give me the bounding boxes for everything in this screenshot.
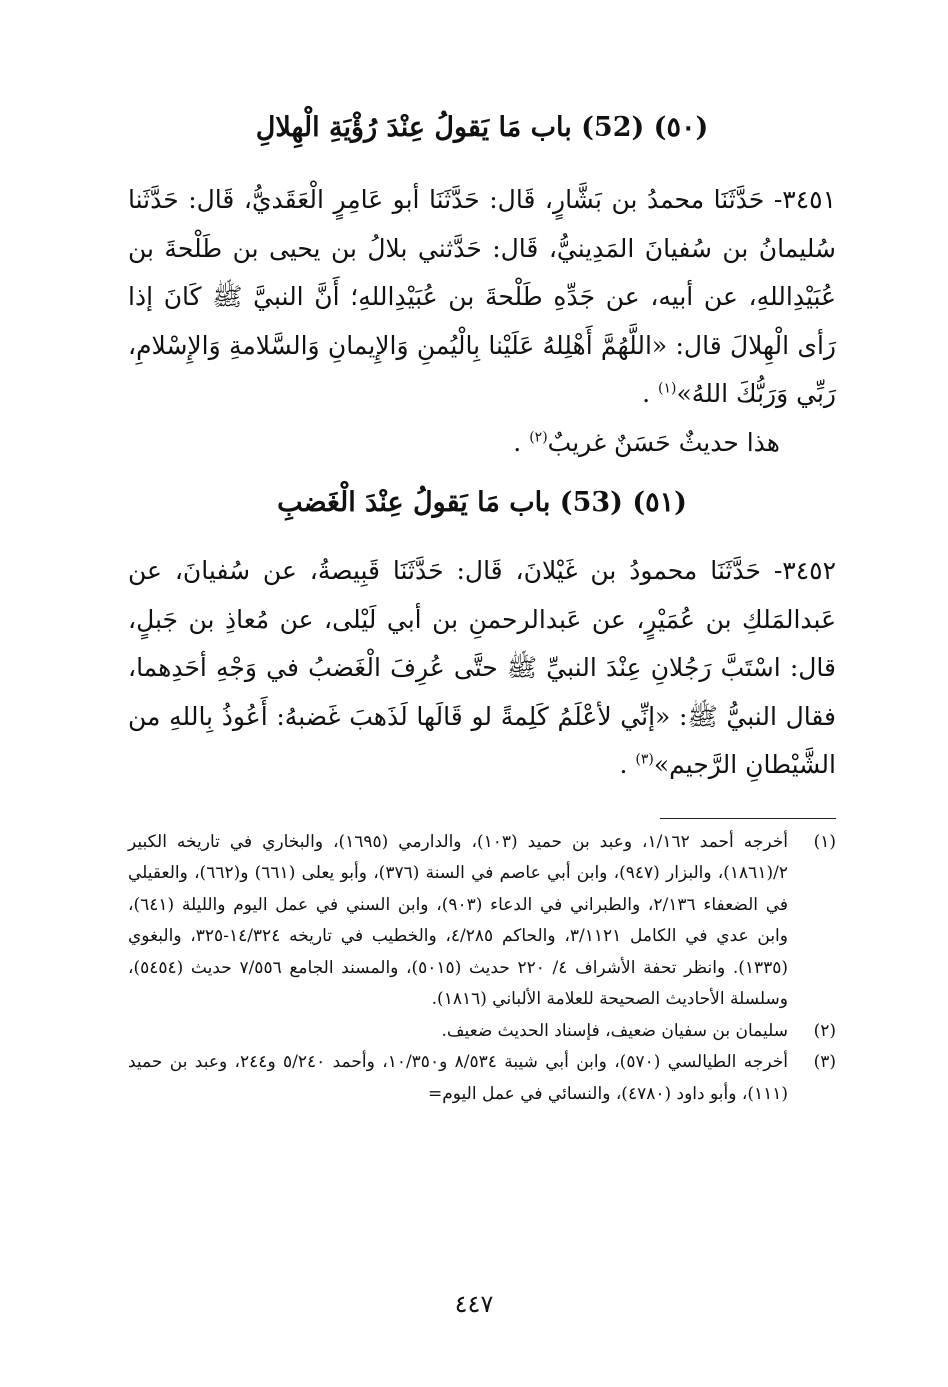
grade-text: هذا حديثٌ حَسَنٌ غريبٌ bbox=[547, 427, 780, 457]
footnote-1-number: (١) bbox=[813, 831, 836, 852]
footnote-3-number: (٣) bbox=[813, 1052, 836, 1072]
footnote-1-text: أخرجه أحمد ١/١٦٢، وعبد بن حميد (١٠٣)، والدارمي (١٦٩٥)، والبخاري في تاريخه الكبير ٢/(١٨٦١)، والبزار (٩٤٧)، وابن أبي عاصم في السنة (٣٧٦)، وأبو يعلى (٦٦١) و(٦٦٢)، والعقيلي في الضعفاء ٢/١٣٦، والطبراني في الدعاء (٩٠٣)، وابن السني في عمل اليوم والليلة (٦٤١)، وابن عدي في الكامل ٣/١١٢١، والحاكم ٤/٢٨٥، والخطيب في تاريخه ١٤/٣٢٤-٣٢٥، والبغوي (١٣٣٥). وانظر تحفة الأشراف ٤/ ٢٢٠ حديث (٥٠١٥)، والمسند الجامع ٧/٥٥٦ حديث (٥٤٥٤)، وسلسلة الأحاديث الصحيحة للعلامة الألباني (١٨١٦). bbox=[128, 831, 789, 1009]
footnote-2-text: سليمان بن سفيان ضعيف، فإسناد الحديث ضعيف. bbox=[441, 1020, 788, 1041]
footnote-separator bbox=[660, 818, 836, 819]
hadith-3452 bbox=[128, 547, 836, 790]
hadith-3452-text: ٣٤٥٢- حَدَّثَنَا محمودُ بن غَيْلانَ، قَال: حَدَّثَنَا قَبِيصةُ، عن سُفيانَ، عن عَبدالمَلكِ بن عُمَيْرٍ، عن عَبدالرحمنِ بن أبي لَيْلى، عن مُعاذِ بن جَبلٍ، قال: اسْتَبَّ رَجُلانِ عِنْدَ النبيِّ ﷺ حتَّى عُرِفَ الْغَضبُ في وَجْهِ أحَدِهما، فقال النبيُّ ﷺ: «إنِّي لأعْلَمُ كَلِمةً لو قَالَها لَذَهبَ غَضبهُ: أَعُوذُ بِاللهِ من الشَّيْطانِ الرَّجيم» bbox=[128, 556, 836, 779]
hadith-3451-end: . bbox=[642, 379, 659, 408]
footnote-ref-3: (٣) bbox=[635, 751, 654, 768]
page-number: ٤٤٧ bbox=[454, 1290, 494, 1318]
hadith-3451 bbox=[128, 176, 836, 419]
hadith-3451-text: ٣٤٥١- حَدَّثَنَا محمدُ بن بَشَّارٍ، قَال: حَدَّثَنَا أبو عَامِرٍ الْعَقَديُّ، قَال: حَدَّثَنا سُليمانُ بن سُفيانَ المَدِينيُّ، قَال: حَدَّثني بلالُ بن يحيى بن طَلْحةَ بن عُبَيْدِاللهِ، عن أبيه، عن جَدِّهِ طَلْحةَ بن عُبَيْدِاللهِ؛ أَنَّ النبيَّ ﷺ كَانَ إذا رَأى الْهِلالَ قال: «اللَّهُمَّ أَهْلِلهُ عَلَيْنا بِالْيُمنِ وَالإِيمانِ وَالسَّلامةِ وَالإِسْلامِ، رَبِّي وَرَبُّكَ اللهُ» bbox=[128, 185, 836, 408]
footnote-3 bbox=[128, 1047, 836, 1110]
footnote-ref-1: (١) bbox=[658, 380, 677, 397]
footnote-2-number: (٢) bbox=[813, 1020, 836, 1041]
footnote-2 bbox=[128, 1016, 836, 1048]
chapter-heading-50: (٥٠) (52) باب مَا يَقولُ عِنْدَ رُؤْيَةِ الْهِلالِ bbox=[255, 112, 709, 143]
grade-end: . bbox=[513, 427, 530, 457]
hadith-3452-end: . bbox=[619, 750, 636, 779]
footnote-ref-2: (٢) bbox=[529, 429, 548, 446]
hadith-3451-grade bbox=[128, 419, 836, 468]
chapter-heading-51: (٥١) (53) باب مَا يَقولُ عِنْدَ الْغَضبِ bbox=[277, 487, 687, 518]
footnote-3-text: أخرجه الطيالسي (٥٧٠)، وابن أبي شيبة ٨/٥٣٤ و١٠/٣٥٠، وأحمد ٥/٢٤٠ و٢٤٤، وعبد بن حميد (١١١)، وأبو داود (٤٧٨٠)، والنسائي في عمل اليوم= bbox=[128, 1052, 788, 1104]
footnote-1 bbox=[128, 827, 836, 1016]
